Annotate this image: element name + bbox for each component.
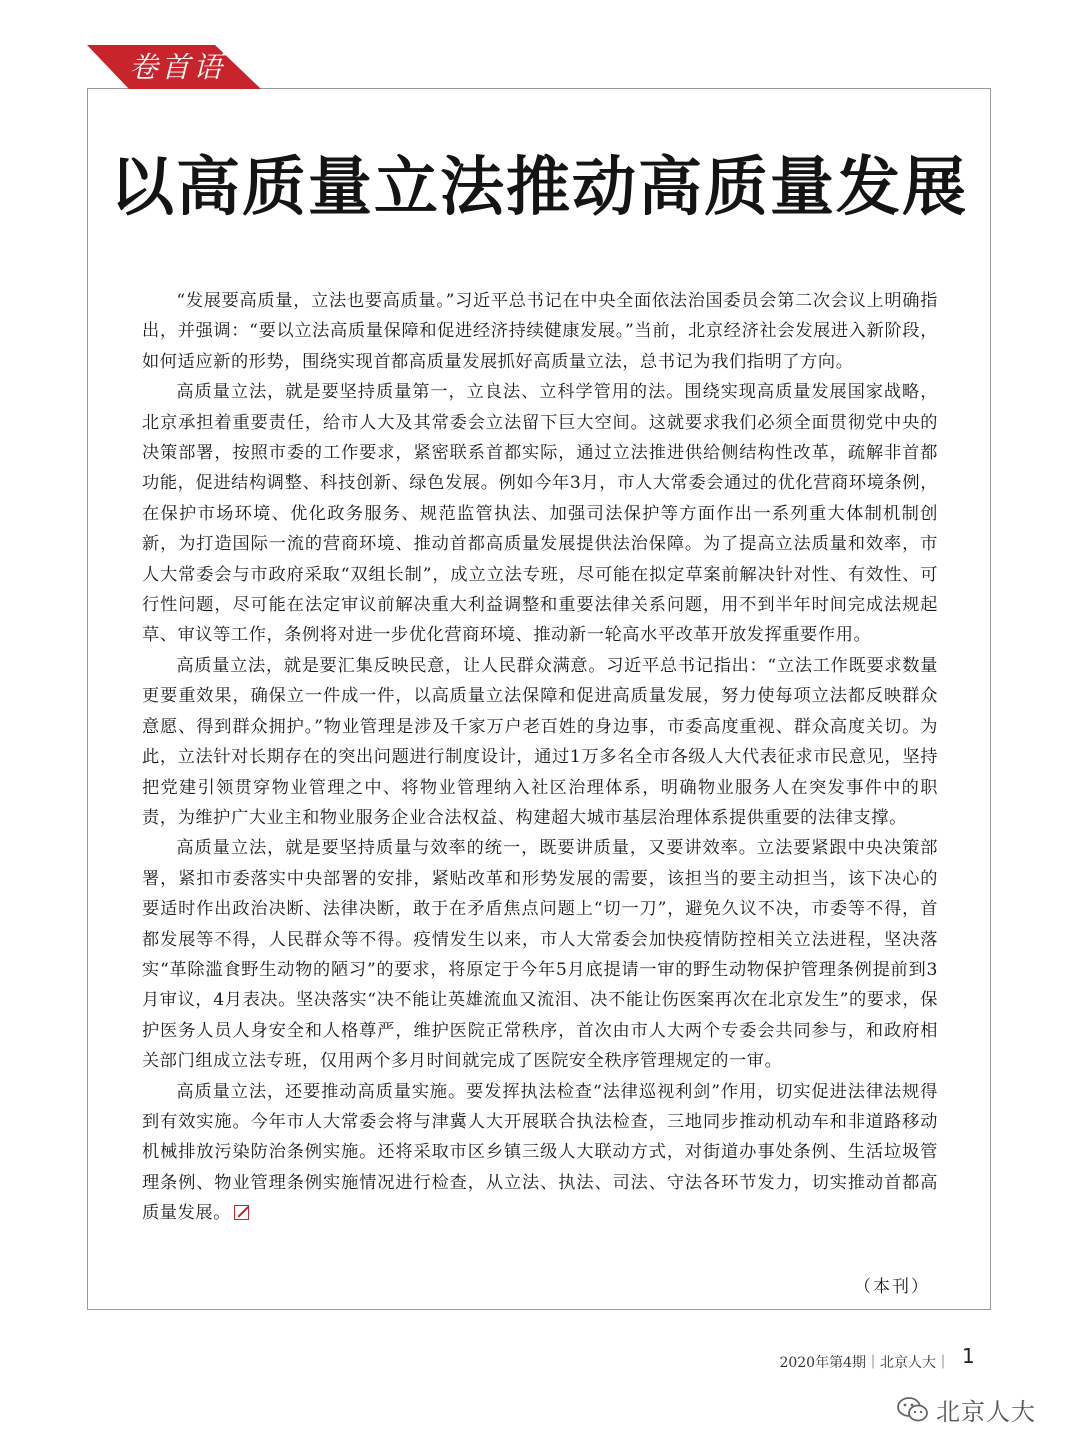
article-title: 以高质量立法推动高质量发展	[110, 151, 968, 225]
paragraph-2: 高质量立法，就是要坚持质量第一，立良法、立科学管用的法。围绕实现高质量发展国家战略，北京承担着重要责任，给市人大及其常委会立法留下巨大空间。这就要求我们必须全面贯彻党中央的决策部署，按照市委的工作要求，紧密联系首都实际，通过立法推进供给侧结构性改革，疏解非首都功能，促进结构调整、科技创新、绿色发展。例如今年3月，市人大常委会通过的优化营商环境条例，在保护市场环境、优化政务服务、规范监管执法、加强司法保护等方面作出一系列重大体制机制创新，为打造国际一流的营商环境、推动首都高质量发展提供法治保障。为了提高立法质量和效率，市人大常委会与市政府采取“双组长制”，成立立法专班，尽可能在拟定草案前解决针对性、有效性、可行性问题，尽可能在法定审议前解决重大利益调整和重要法律关系问题，用不到半年时间完成法规起草、审议等工作，条例将对进一步优化营商环境、推动新一轮高水平改革开放发挥重要作用。	[142, 382, 938, 646]
footer-issue: 2020年第4期｜北京人大｜	[779, 1355, 950, 1371]
section-tag	[87, 45, 261, 89]
page-number: 1	[962, 1344, 975, 1368]
article-body	[142, 286, 938, 1229]
wechat-icon	[896, 1396, 930, 1424]
byline: （本刊）	[854, 1277, 930, 1297]
section-tag-label: 卷首语	[129, 50, 226, 84]
watermark-text: 北京人大	[936, 1398, 1036, 1426]
paragraph-5	[142, 1077, 938, 1229]
end-mark-icon	[234, 1205, 249, 1220]
paragraph-4: 高质量立法，就是要坚持质量与效率的统一，既要讲质量，又要讲效率。立法要紧跟中央决策部署，紧扣市委落实中央部署的安排，紧贴改革和形势发展的需要，该担当的要主动担当，该下决心的要适时作出政治决断、法律决断，敢于在矛盾焦点问题上“切一刀”，避免久议不决，市委等不得，首都发展等不得，人民群众等不得。疫情发生以来，市人大常委会加快疫情防控相关立法进程，坚决落实“革除滥食野生动物的陋习”的要求，将原定于今年5月底提请一审的野生动物保护管理条例提前到3月审议，4月表决。坚决落实“决不能让英雄流血又流泪、决不能让伤医案再次在北京发生”的要求，保护医务人员人身安全和人格尊严，维护医院正常秩序，首次由市人大两个专委会共同参与，和政府相关部门组成立法专班，仅用两个多月时间就完成了医院安全秩序管理规定的一审。	[142, 838, 938, 1072]
paragraph-3: 高质量立法，就是要汇集反映民意，让人民群众满意。习近平总书记指出：“立法工作既要求数量更要重效果，确保立一件成一件，以高质量立法保障和促进高质量发展，努力使每项立法都反映群众意愿、得到群众拥护。”物业管理是涉及千家万户老百姓的身边事，市委高度重视、群众高度关切。为此，立法针对长期存在的突出问题进行制度设计，通过1万多名全市各级人大代表征求市民意见，坚持把党建引领贯穿物业管理之中、将物业管理纳入社区治理体系，明确物业服务人在突发事件中的职责，为维护广大业主和物业服务企业合法权益、构建超大城市基层治理体系提供重要的法律支撑。	[142, 655, 938, 828]
paragraph-1: “发展要高质量，立法也要高质量。”习近平总书记在中央全面依法治国委员会第二次会议上明确指出，并强调：“要以立法高质量保障和促进经济持续健康发展。”当前，北京经济社会发展进入新阶段，如何适应新的形势，围绕实现首都高质量发展抓好高质量立法，总书记为我们指明了方向。	[142, 291, 938, 372]
paragraph-5-text: 高质量立法，还要推动高质量实施。要发挥执法检查“法律巡视利剑”作用，切实促进法律法规得到有效实施。今年市人大常委会将与津冀人大开展联合执法检查，三地同步推动机动车和非道路移动机械排放污染防治条例实施。还将采取市区乡镇三级人大联动方式，对街道办事处条例、生活垃圾管理条例、物业管理条例实施情况进行检查，从立法、执法、司法、守法各环节发力，切实推动首都高质量发展。	[142, 1081, 938, 1224]
